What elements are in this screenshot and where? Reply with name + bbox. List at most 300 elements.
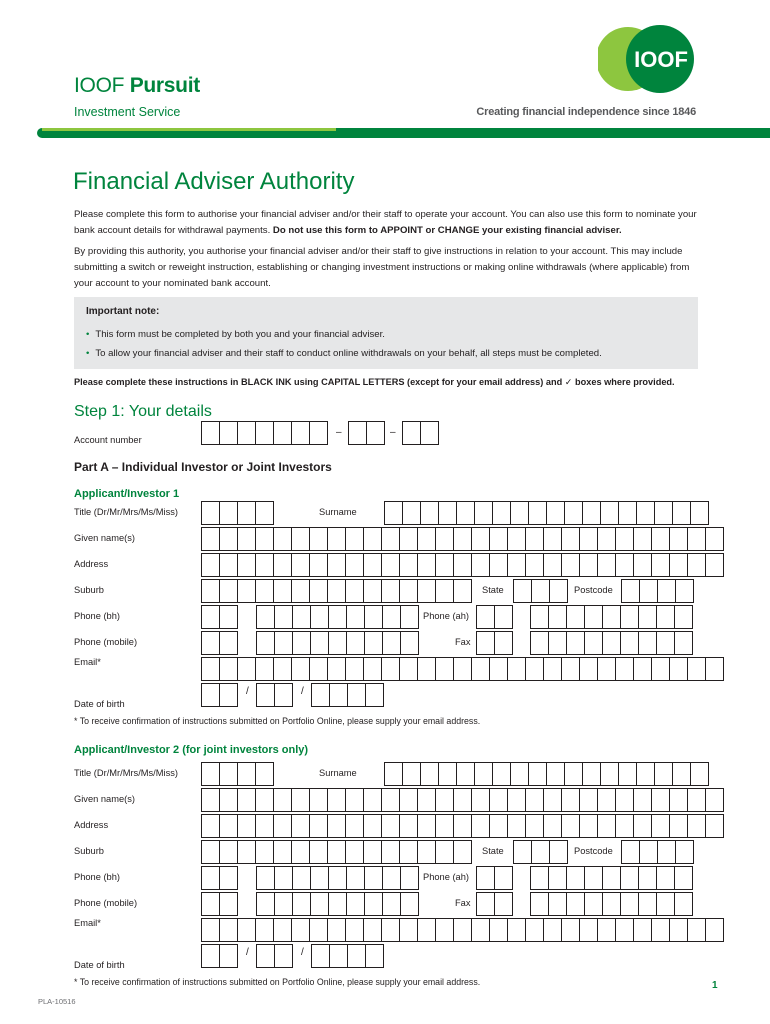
char-box[interactable] [566,605,584,629]
char-box[interactable] [620,866,638,890]
char-box[interactable] [255,657,273,681]
char-box[interactable] [489,788,507,812]
char-box[interactable] [382,866,400,890]
char-box[interactable] [687,553,705,577]
char-box[interactable] [620,631,638,655]
char-box[interactable] [365,683,384,707]
char-box[interactable] [381,814,399,838]
char-box[interactable] [602,866,620,890]
char-box[interactable] [435,918,453,942]
char-box[interactable] [201,840,219,864]
char-box[interactable] [513,579,531,603]
char-box[interactable] [489,918,507,942]
char-box[interactable] [530,631,548,655]
char-box[interactable] [310,892,328,916]
char-box[interactable] [363,918,381,942]
char-box[interactable] [705,527,724,551]
char-box[interactable] [639,579,657,603]
char-box[interactable] [543,657,561,681]
char-box[interactable] [435,527,453,551]
char-box[interactable] [400,605,419,629]
char-box[interactable] [237,421,255,445]
char-box[interactable] [579,553,597,577]
investor2-dob-boxes[interactable] [256,944,293,968]
char-box[interactable] [417,814,435,838]
char-box[interactable] [219,683,238,707]
char-box[interactable] [633,788,651,812]
char-box[interactable] [201,918,219,942]
char-box[interactable] [363,527,381,551]
char-box[interactable] [417,527,435,551]
char-box[interactable] [381,840,399,864]
char-box[interactable] [525,788,543,812]
char-box[interactable] [346,631,364,655]
char-box[interactable] [291,553,309,577]
char-box[interactable] [256,631,274,655]
char-box[interactable] [219,501,237,525]
char-box[interactable] [256,866,274,890]
char-box[interactable] [600,762,618,786]
char-box[interactable] [274,605,292,629]
char-box[interactable] [382,892,400,916]
char-box[interactable] [453,814,471,838]
char-box[interactable] [417,788,435,812]
char-box[interactable] [420,501,438,525]
char-box[interactable] [219,840,237,864]
char-box[interactable] [381,657,399,681]
investor2-field-boxes[interactable] [513,840,568,864]
char-box[interactable] [237,527,255,551]
char-box[interactable] [309,918,327,942]
char-box[interactable] [363,553,381,577]
char-box[interactable] [687,918,705,942]
char-box[interactable] [399,579,417,603]
char-box[interactable] [274,944,293,968]
char-box[interactable] [237,814,255,838]
char-box[interactable] [417,840,435,864]
char-box[interactable] [237,579,255,603]
char-box[interactable] [674,631,693,655]
investor2-address-boxes[interactable] [201,814,724,838]
char-box[interactable] [219,918,237,942]
char-box[interactable] [633,918,651,942]
investor2-field-boxes[interactable] [530,866,693,890]
char-box[interactable] [237,840,255,864]
char-box[interactable] [255,918,273,942]
investor2-phone-bh-boxes[interactable] [256,866,419,890]
char-box[interactable] [654,762,672,786]
char-box[interactable] [400,631,419,655]
char-box[interactable] [327,527,345,551]
char-box[interactable] [564,501,582,525]
char-box[interactable] [669,788,687,812]
char-box[interactable] [327,579,345,603]
char-box[interactable] [402,421,420,445]
char-box[interactable] [400,892,419,916]
char-box[interactable] [291,840,309,864]
char-box[interactable] [687,788,705,812]
char-box[interactable] [381,553,399,577]
char-box[interactable] [237,657,255,681]
char-box[interactable] [561,527,579,551]
char-box[interactable] [201,683,219,707]
char-box[interactable] [656,631,674,655]
investor1-field-boxes[interactable] [513,579,568,603]
char-box[interactable] [255,579,273,603]
char-box[interactable] [471,657,489,681]
investor2-title-label-boxes[interactable] [201,762,274,786]
char-box[interactable] [597,814,615,838]
char-box[interactable] [345,788,363,812]
char-box[interactable] [435,840,453,864]
char-box[interactable] [201,657,219,681]
char-box[interactable] [255,421,273,445]
char-box[interactable] [705,918,724,942]
investor2-dob-boxes[interactable] [201,944,238,968]
char-box[interactable] [201,944,219,968]
investor1-dob-boxes[interactable] [311,683,384,707]
char-box[interactable] [309,788,327,812]
char-box[interactable] [471,918,489,942]
investor2-field-boxes[interactable] [476,866,513,890]
investor1-field-boxes[interactable] [530,605,693,629]
char-box[interactable] [363,840,381,864]
char-box[interactable] [471,814,489,838]
char-box[interactable] [638,631,656,655]
char-box[interactable] [328,605,346,629]
char-box[interactable] [453,918,471,942]
char-box[interactable] [219,553,237,577]
char-box[interactable] [363,657,381,681]
char-box[interactable] [327,788,345,812]
char-box[interactable] [435,814,453,838]
char-box[interactable] [513,840,531,864]
char-box[interactable] [656,866,674,890]
char-box[interactable] [237,788,255,812]
char-box[interactable] [273,814,291,838]
char-box[interactable] [201,814,219,838]
char-box[interactable] [636,762,654,786]
char-box[interactable] [273,527,291,551]
char-box[interactable] [633,527,651,551]
char-box[interactable] [291,788,309,812]
char-box[interactable] [638,892,656,916]
char-box[interactable] [273,579,291,603]
char-box[interactable] [597,657,615,681]
investor2-email-boxes[interactable] [201,918,724,942]
char-box[interactable] [256,892,274,916]
char-box[interactable] [291,657,309,681]
char-box[interactable] [201,501,219,525]
char-box[interactable] [602,631,620,655]
char-box[interactable] [621,579,639,603]
char-box[interactable] [291,421,309,445]
char-box[interactable] [675,840,694,864]
char-box[interactable] [256,944,274,968]
char-box[interactable] [363,579,381,603]
char-box[interactable] [327,840,345,864]
char-box[interactable] [525,918,543,942]
char-box[interactable] [291,918,309,942]
char-box[interactable] [399,657,417,681]
char-box[interactable] [476,605,494,629]
char-box[interactable] [705,553,724,577]
char-box[interactable] [255,840,273,864]
char-box[interactable] [327,657,345,681]
char-box[interactable] [399,553,417,577]
char-box[interactable] [584,605,602,629]
char-box[interactable] [438,501,456,525]
char-box[interactable] [615,918,633,942]
char-box[interactable] [219,866,238,890]
char-box[interactable] [705,788,724,812]
investor1-dob-boxes[interactable] [256,683,293,707]
char-box[interactable] [669,918,687,942]
char-box[interactable] [219,892,238,916]
char-box[interactable] [633,814,651,838]
investor1-suburb-boxes[interactable] [201,579,472,603]
investor1-field-boxes[interactable] [621,579,694,603]
char-box[interactable] [615,527,633,551]
char-box[interactable] [476,892,494,916]
char-box[interactable] [615,657,633,681]
char-box[interactable] [584,892,602,916]
investor1-field-boxes[interactable] [384,501,709,525]
char-box[interactable] [382,605,400,629]
char-box[interactable] [507,553,525,577]
char-box[interactable] [507,527,525,551]
char-box[interactable] [674,866,693,890]
char-box[interactable] [345,579,363,603]
char-box[interactable] [597,553,615,577]
char-box[interactable] [546,501,564,525]
char-box[interactable] [309,814,327,838]
investor2-field-boxes[interactable] [530,892,693,916]
char-box[interactable] [584,866,602,890]
char-box[interactable] [602,605,620,629]
char-box[interactable] [255,501,274,525]
char-box[interactable] [561,788,579,812]
char-box[interactable] [675,579,694,603]
char-box[interactable] [237,501,255,525]
char-box[interactable] [657,840,675,864]
char-box[interactable] [453,553,471,577]
char-box[interactable] [620,605,638,629]
char-box[interactable] [525,553,543,577]
char-box[interactable] [348,421,366,445]
char-box[interactable] [311,944,329,968]
char-box[interactable] [381,579,399,603]
char-box[interactable] [633,553,651,577]
investor1-email-boxes[interactable] [201,657,724,681]
char-box[interactable] [201,579,219,603]
char-box[interactable] [309,421,328,445]
char-box[interactable] [364,605,382,629]
char-box[interactable] [492,501,510,525]
char-box[interactable] [672,501,690,525]
char-box[interactable] [453,840,472,864]
char-box[interactable] [256,605,274,629]
char-box[interactable] [201,421,219,445]
char-box[interactable] [435,579,453,603]
char-box[interactable] [489,814,507,838]
char-box[interactable] [656,892,674,916]
investor1-phone-bh-boxes[interactable] [201,605,238,629]
char-box[interactable] [399,527,417,551]
char-box[interactable] [435,553,453,577]
char-box[interactable] [651,814,669,838]
char-box[interactable] [219,421,237,445]
char-box[interactable] [274,631,292,655]
char-box[interactable] [365,944,384,968]
char-box[interactable] [328,631,346,655]
char-box[interactable] [548,866,566,890]
char-box[interactable] [201,527,219,551]
char-box[interactable] [687,527,705,551]
char-box[interactable] [471,553,489,577]
char-box[interactable] [489,553,507,577]
char-box[interactable] [690,501,709,525]
char-box[interactable] [615,553,633,577]
char-box[interactable] [255,762,274,786]
char-box[interactable] [420,421,439,445]
char-box[interactable] [399,840,417,864]
char-box[interactable] [384,501,402,525]
char-box[interactable] [600,501,618,525]
char-box[interactable] [417,579,435,603]
char-box[interactable] [543,918,561,942]
investor1-title-label-boxes[interactable] [201,501,274,525]
char-box[interactable] [292,866,310,890]
char-box[interactable] [381,527,399,551]
char-box[interactable] [417,918,435,942]
char-box[interactable] [219,631,238,655]
char-box[interactable] [453,527,471,551]
account-number-boxes[interactable] [348,421,385,445]
char-box[interactable] [476,866,494,890]
char-box[interactable] [327,553,345,577]
char-box[interactable] [399,814,417,838]
char-box[interactable] [327,918,345,942]
char-box[interactable] [237,553,255,577]
char-box[interactable] [561,814,579,838]
char-box[interactable] [274,892,292,916]
char-box[interactable] [507,814,525,838]
char-box[interactable] [273,918,291,942]
char-box[interactable] [291,579,309,603]
char-box[interactable] [402,501,420,525]
char-box[interactable] [329,944,347,968]
char-box[interactable] [494,892,513,916]
char-box[interactable] [201,892,219,916]
char-box[interactable] [561,553,579,577]
char-box[interactable] [636,501,654,525]
char-box[interactable] [548,631,566,655]
char-box[interactable] [292,631,310,655]
char-box[interactable] [579,788,597,812]
char-box[interactable] [345,657,363,681]
char-box[interactable] [273,840,291,864]
char-box[interactable] [561,657,579,681]
char-box[interactable] [219,814,237,838]
char-box[interactable] [492,762,510,786]
char-box[interactable] [597,918,615,942]
char-box[interactable] [366,421,385,445]
char-box[interactable] [618,762,636,786]
char-box[interactable] [566,892,584,916]
char-box[interactable] [219,605,238,629]
char-box[interactable] [525,814,543,838]
investor2-field-boxes[interactable] [476,892,513,916]
investor2-field-boxes[interactable] [621,840,694,864]
char-box[interactable] [201,788,219,812]
char-box[interactable] [435,788,453,812]
char-box[interactable] [345,918,363,942]
char-box[interactable] [579,918,597,942]
char-box[interactable] [417,657,435,681]
char-box[interactable] [669,527,687,551]
char-box[interactable] [382,631,400,655]
char-box[interactable] [651,657,669,681]
char-box[interactable] [255,788,273,812]
char-box[interactable] [543,527,561,551]
char-box[interactable] [525,657,543,681]
char-box[interactable] [328,866,346,890]
char-box[interactable] [364,866,382,890]
investor2-given-boxes[interactable] [201,788,724,812]
char-box[interactable] [345,840,363,864]
char-box[interactable] [525,527,543,551]
char-box[interactable] [219,527,237,551]
investor1-field-boxes[interactable] [476,605,513,629]
char-box[interactable] [310,866,328,890]
char-box[interactable] [651,527,669,551]
char-box[interactable] [638,866,656,890]
char-box[interactable] [579,814,597,838]
char-box[interactable] [453,657,471,681]
char-box[interactable] [566,631,584,655]
char-box[interactable] [237,762,255,786]
char-box[interactable] [346,605,364,629]
char-box[interactable] [633,657,651,681]
char-box[interactable] [597,788,615,812]
char-box[interactable] [618,501,636,525]
char-box[interactable] [381,788,399,812]
char-box[interactable] [549,840,568,864]
char-box[interactable] [345,527,363,551]
char-box[interactable] [672,762,690,786]
char-box[interactable] [456,501,474,525]
char-box[interactable] [201,631,219,655]
investor2-dob-boxes[interactable] [311,944,384,968]
char-box[interactable] [219,579,237,603]
char-box[interactable] [543,553,561,577]
investor2-mobile-boxes[interactable] [201,892,238,916]
char-box[interactable] [489,527,507,551]
char-box[interactable] [657,579,675,603]
char-box[interactable] [292,892,310,916]
char-box[interactable] [674,892,693,916]
char-box[interactable] [579,657,597,681]
char-box[interactable] [674,605,693,629]
char-box[interactable] [347,683,365,707]
char-box[interactable] [274,866,292,890]
investor2-field-boxes[interactable] [384,762,709,786]
char-box[interactable] [620,892,638,916]
investor1-mobile-boxes[interactable] [201,631,238,655]
char-box[interactable] [273,421,291,445]
char-box[interactable] [566,866,584,890]
